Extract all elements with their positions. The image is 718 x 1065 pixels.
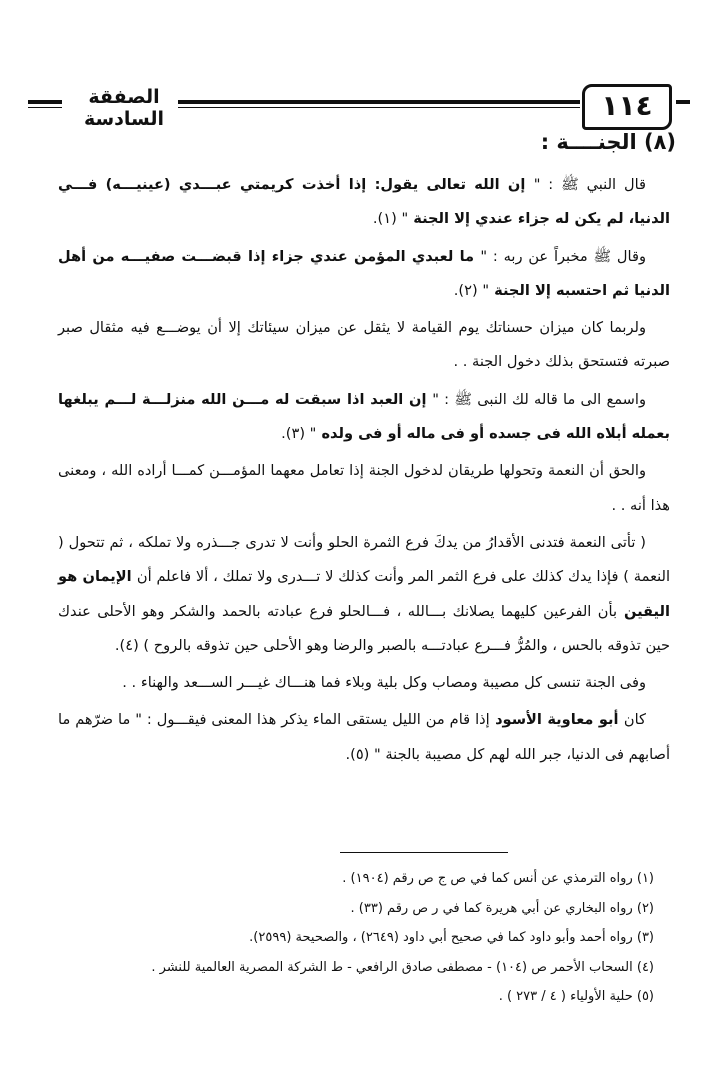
hadith-quote: إن الله تعالى يقول: إذا أخذت كريمتي عبـــدي (عينيـــه) فـــي الدنيا، لم يكن له جزاء عندي إلا الجنة	[58, 176, 670, 228]
paragraph-8	[58, 703, 670, 772]
footnotes	[54, 864, 654, 1012]
paragraph-1	[58, 168, 670, 237]
paragraph-lead: واسمع الى ما قاله لك النبى ﷺ : "	[432, 390, 646, 408]
page-number: ١١٤	[582, 84, 672, 130]
paragraph-5	[58, 454, 670, 523]
footnote-5: (٥) حلية الأولياء ( ٤ / ٢٧٣ ) .	[498, 989, 654, 1004]
page-header	[28, 84, 690, 128]
footnote-separator	[340, 852, 508, 853]
paragraph-lead: وفى الجنة تنسى كل مصيبة ومصاب وكل بلية وبلاء فما هنـــاك غيـــر الســـعد والهناء . .	[122, 674, 646, 692]
paragraph-lead: وقال ﷺ مخبراً عن ربه : "	[480, 247, 647, 265]
paragraph-7	[58, 666, 670, 700]
paragraph-6	[58, 526, 670, 663]
paragraph-tail: " (١).	[372, 210, 409, 228]
paragraph-lead: قال النبي ﷺ : "	[533, 176, 646, 193]
footnote-1: (١) رواه الترمذي عن أنس كما في ص ج ص رقم (١٩٠٤) .	[342, 871, 654, 886]
paragraph-3	[58, 311, 670, 380]
section-title: (٨) الجنــــة :	[540, 130, 676, 154]
paragraph-lead: ( تأتى النعمة فتدنى الأقدارُ من يدكَ فرع الثمرة الحلو وأنت لا تدرى جـــذره ولا تملكه ، ثم تتحول ( النعمة ) فإذا يدك كذلك على فرع الثمر المر وأنت كذلك لا تـــدرى ولا تملك ، ألا فاعلم أن	[58, 533, 671, 586]
emphasis-phrase: الإيمان هو اليقين	[58, 568, 670, 620]
paragraph-tail: إذا قام من الليل يستقى الماء يذكر هذا المعنى فيقـــول : " ما ضرّهم ما أصابهم فى الدنيا، جبر الله لهم كل مصيبة بالجنة " (٥).	[58, 711, 670, 763]
header-rule-right	[676, 100, 690, 104]
footnote-3: (٣) رواه أحمد وأبو داود كما في صحيح أبي داود (٢٦٤٩) ، والصحيحة (٢٥٩٩).	[249, 930, 654, 945]
page-title: الصفقة السادسة	[64, 86, 184, 130]
footnote-4: (٤) السحاب الأحمر ص (١٠٤) - مصطفى صادق الرافعي - ط الشركة المصرية العالمية للنشر .	[151, 959, 654, 975]
paragraph-tail: " (٢).	[453, 281, 490, 299]
header-rule-middle	[178, 100, 580, 104]
paragraph-2	[58, 240, 670, 309]
person-name: أبو معاوية الأسود	[489, 711, 624, 729]
hadith-quote: إن العبد اذا سبقت له مـــن الله منزلـــة لـــم يبلغها بعمله أبلاه الله فى جسده أو فى ماله أو فى ولده	[58, 390, 670, 443]
header-rule-left	[28, 100, 62, 104]
paragraph-lead: والحق أن النعمة وتحولها طريقان لدخول الجنة إذا تعامل معهما المؤمـــن كمـــا أراده الله ، ومعنى هذا أنه . .	[58, 462, 670, 514]
hadith-quote: ما لعبدي المؤمن عندي جزاء إذا قبضـــت صفيـــه من أهل الدنيا ثم احتسبه إلا الجنة	[58, 247, 670, 299]
paragraph-4	[58, 383, 670, 452]
paragraph-lead: ولربما كان ميزان حسناتك يوم القيامة لا يثقل عن ميزان سيئاتك إلا أن يوضـــع فيه مثقال صبر صبرته فتستحق بذلك دخول الجنة . .	[58, 319, 670, 371]
body-text	[58, 168, 670, 775]
paragraph-lead: كان	[623, 711, 646, 729]
footnote-2: (٢) رواه البخاري عن أبي هريرة كما في ر ص رقم (٣٣) .	[350, 900, 654, 916]
paragraph-tail: " (٣).	[281, 425, 317, 443]
paragraph-tail: بأن الفرعين كليهما يصلانك بـــالله ، فـــالحلو فرع عبادته بالحمد والشكر وهو الأحلى عندك حين تذوقه بالحس ، والمُرُّ فـــرع عبادتـــه بالصبر والرضا وهو الأحلى حين تذوقه بالروح ) (٤).	[58, 602, 670, 654]
